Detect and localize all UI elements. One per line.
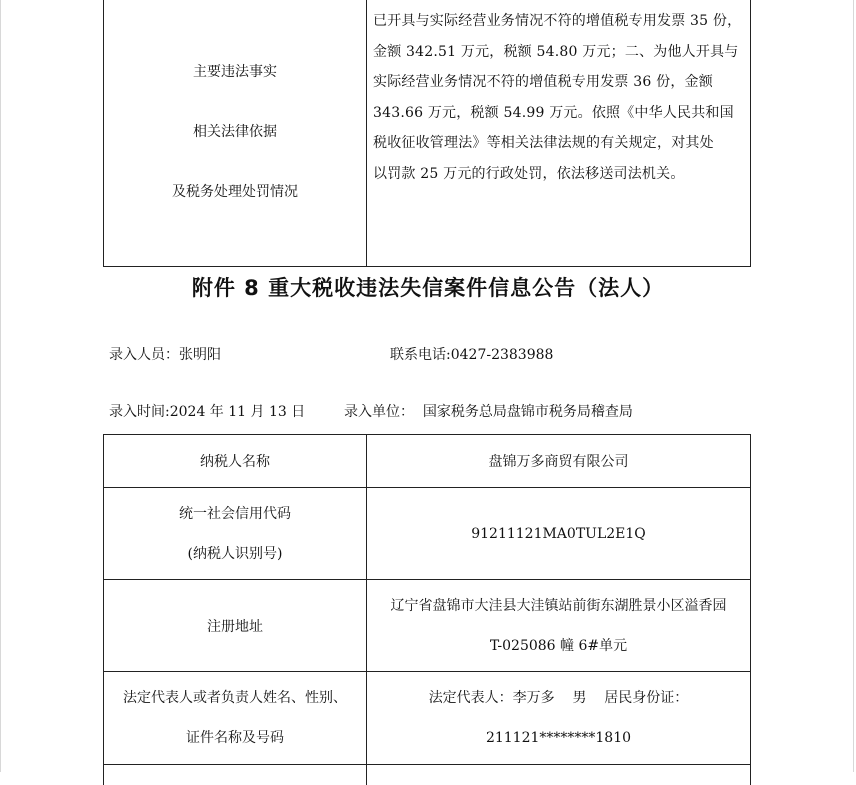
credit-code-label-line2: (纳税人识别号) — [104, 544, 366, 564]
record-unit-field: 录入单位： 国家税务总局盘锦市税务局稽查局 — [344, 401, 633, 421]
taxpayer-name-label — [104, 435, 367, 488]
credit-code-label-line1: 统一社会信用代码 — [104, 504, 366, 524]
credit-code-value — [367, 488, 751, 580]
violation-facts-text-cell — [367, 0, 751, 267]
recorder-field: 录入人员：张明阳 — [109, 344, 221, 364]
legal-rep-value — [367, 672, 751, 765]
address-label-text: 注册地址 — [207, 619, 263, 635]
address-value — [367, 580, 751, 672]
violation-text-line: 343.66 万元，税额 54.99 万元。依照《中华人民共和国 — [373, 98, 746, 129]
violation-text-line: 以罚款 25 万元的行政处罚，依法移送司法机关。 — [373, 159, 746, 190]
address-value-line2: T-025086 幢 6#单元 — [367, 636, 750, 656]
table-row — [104, 580, 751, 672]
violation-facts-label-cell — [104, 0, 367, 267]
taxpayer-info-table — [103, 434, 751, 785]
taxpayer-name-label-text: 纳税人名称 — [200, 454, 270, 470]
next-row-label-cell — [104, 765, 367, 785]
violation-text-line: 实际经营业务情况不符的增值税专用发票 36 份，金额 — [373, 67, 746, 98]
legal-basis-label: 相关法律依据 — [104, 122, 366, 142]
table-row — [104, 765, 751, 785]
address-value-line1: 辽宁省盘锦市大洼县大洼镇站前街东湖胜景小区溢香园 — [367, 596, 750, 616]
legal-rep-value-line1: 法定代表人：李万多 男 居民身份证： — [367, 688, 750, 708]
phone-field: 联系电话:0427-2383988 — [390, 344, 553, 364]
violation-text-line: 金额 342.51 万元，税额 54.80 万元；二、为他人开具与 — [373, 37, 746, 68]
taxpayer-name-value-text: 盘锦万多商贸有限公司 — [489, 454, 629, 470]
table-row — [104, 488, 751, 580]
table-row — [104, 435, 751, 488]
credit-code-label — [104, 488, 367, 580]
record-time-field: 录入时间:2024 年 11 月 13 日 — [109, 401, 305, 421]
legal-rep-value-line2: 211121********1810 — [367, 728, 750, 748]
address-label — [104, 580, 367, 672]
main-violation-facts-label: 主要违法事实 — [104, 62, 366, 82]
credit-code-value-text: 91211121MA0TUL2E1Q — [471, 526, 646, 542]
table-row — [104, 672, 751, 765]
legal-rep-label-line1: 法定代表人或者负责人姓名、性别、 — [104, 688, 366, 708]
violation-text-line: 已开具与实际经营业务情况不符的增值税专用发票 35 份， — [373, 6, 746, 37]
next-row-value-cell — [367, 765, 751, 785]
taxpayer-name-value — [367, 435, 751, 488]
violation-text-line: 税收征收管理法》等相关法律法规的有关规定，对其处 — [373, 128, 746, 159]
announcement-title: 附件 8 重大税收违法失信案件信息公告（法人） — [0, 272, 856, 302]
legal-rep-label-line2: 证件名称及号码 — [104, 728, 366, 748]
legal-rep-label — [104, 672, 367, 765]
penalty-handling-label: 及税务处理处罚情况 — [104, 182, 366, 202]
case-detail-table-continued — [103, 0, 751, 267]
